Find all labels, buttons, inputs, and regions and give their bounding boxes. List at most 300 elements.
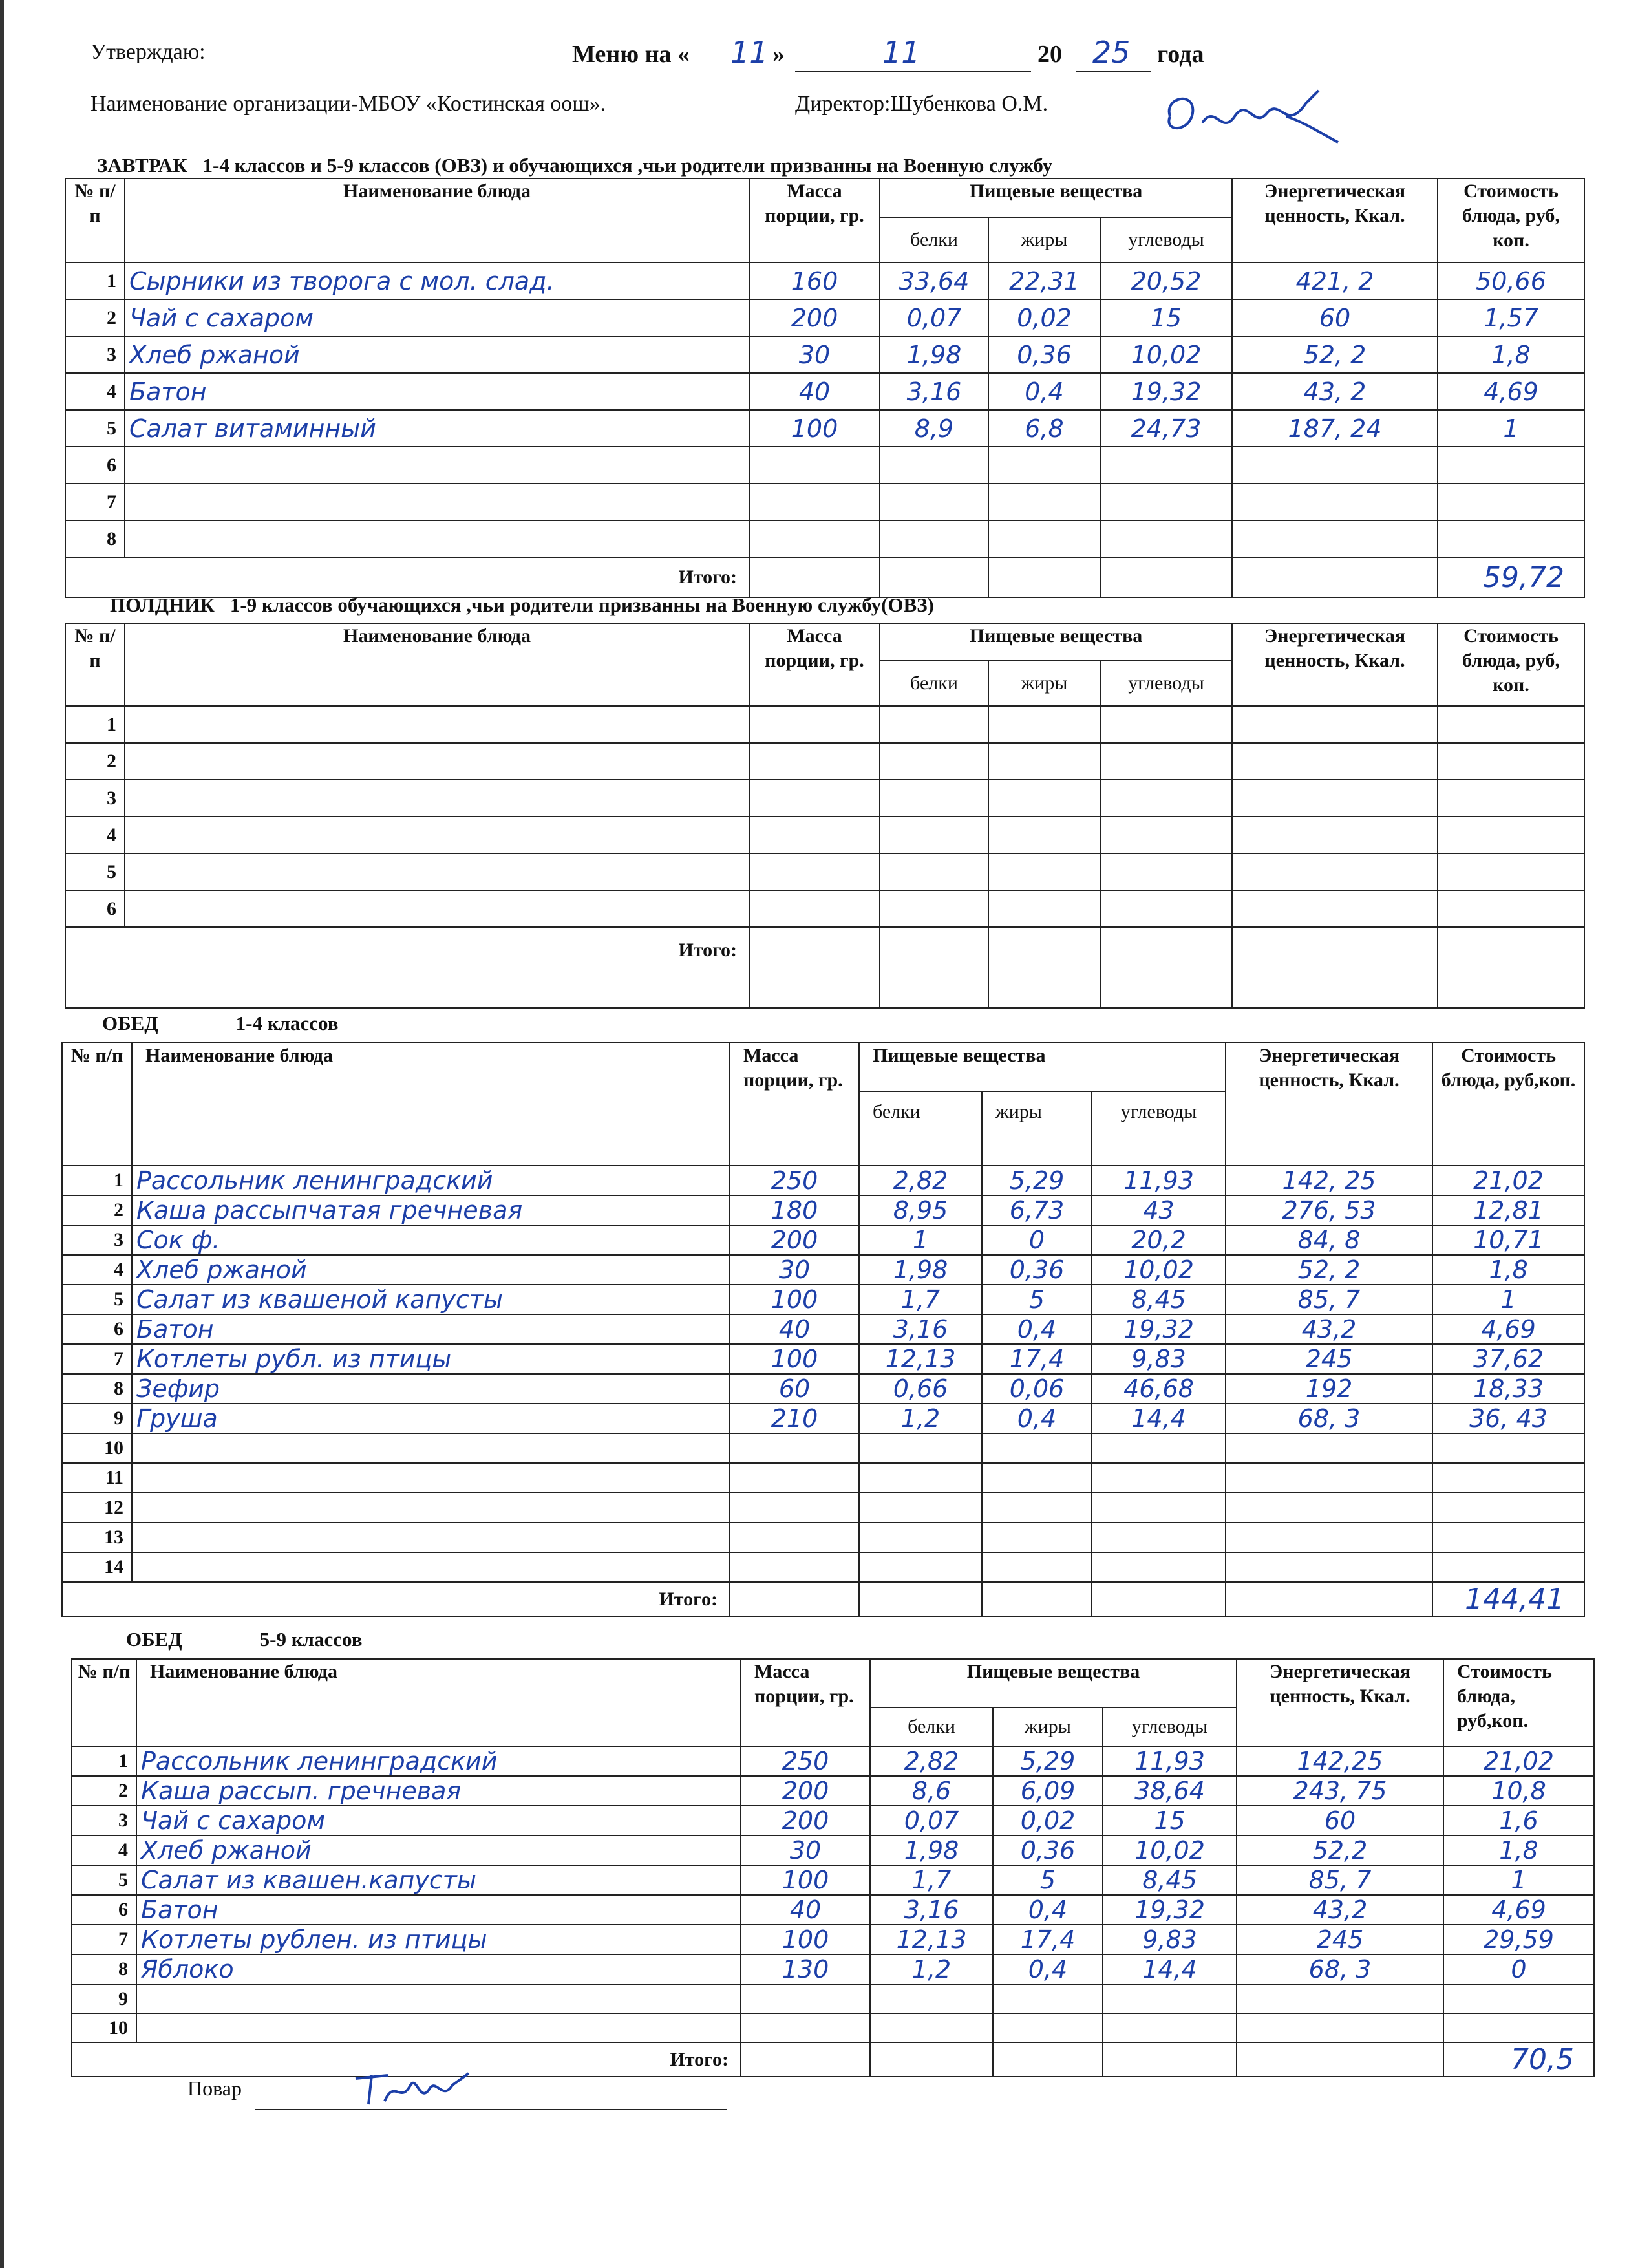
row-number: 8 — [72, 1954, 136, 1984]
col-mass: Масса порции, гр. — [741, 1659, 870, 1746]
cell-protein — [880, 743, 988, 780]
cell-fat: 6,09 — [993, 1776, 1103, 1806]
col-name: Наименование блюда — [125, 623, 749, 706]
cell-energy — [1226, 1552, 1432, 1582]
cell-carbs: 20,2 — [1092, 1225, 1226, 1255]
cell-name: Чай с сахаром — [136, 1806, 741, 1835]
cell-protein — [880, 447, 988, 484]
row-number: 1 — [65, 262, 125, 299]
cell-mass — [749, 743, 880, 780]
cell-fat: 17,4 — [993, 1925, 1103, 1954]
col-mass: Масса порции, гр. — [749, 178, 880, 262]
row-number: 5 — [72, 1865, 136, 1895]
cell-mass: 40 — [749, 373, 880, 410]
cell-fat — [988, 447, 1100, 484]
cell-cost: 1 — [1432, 1285, 1584, 1314]
row-number: 8 — [65, 520, 125, 557]
cell-carbs: 19,32 — [1103, 1895, 1237, 1925]
table-row — [62, 1344, 1584, 1374]
cell-name — [125, 853, 749, 890]
cell-cost — [1438, 817, 1584, 853]
cell-fat: 5 — [993, 1865, 1103, 1895]
col-energy: Энергетическая ценность, Ккал. — [1232, 178, 1438, 262]
cell-name — [132, 1433, 730, 1463]
cell-carbs: 19,32 — [1100, 373, 1232, 410]
cell-energy: 60 — [1237, 1806, 1443, 1835]
row-number: 7 — [72, 1925, 136, 1954]
cell-energy: 142, 25 — [1226, 1166, 1432, 1195]
cell-mass — [749, 890, 880, 927]
cell-fat: 0,4 — [982, 1314, 1092, 1344]
row-number: 1 — [62, 1166, 132, 1195]
cell-cost: 4,69 — [1443, 1895, 1594, 1925]
table-row — [65, 410, 1584, 447]
cell-energy: 84, 8 — [1226, 1225, 1432, 1255]
cell-energy: 85, 7 — [1237, 1865, 1443, 1895]
cell-mass: 200 — [741, 1806, 870, 1835]
cell-fat — [988, 706, 1100, 743]
cell-energy — [1232, 520, 1438, 557]
cell-carbs: 10,02 — [1092, 1255, 1226, 1285]
row-number: 9 — [62, 1404, 132, 1433]
col-energy: Энергетическая ценность, Ккал. — [1237, 1659, 1443, 1746]
table-row — [72, 1746, 1594, 1776]
cell-mass: 30 — [749, 336, 880, 373]
cell-energy — [1232, 484, 1438, 520]
col-cost: Стоимость блюда, руб, коп. — [1438, 178, 1584, 262]
col-nutrients: Пищевые вещества — [870, 1659, 1237, 1707]
row-number: 4 — [65, 817, 125, 853]
cell-cost — [1432, 1523, 1584, 1552]
row-number: 2 — [72, 1776, 136, 1806]
cell-mass: 40 — [741, 1895, 870, 1925]
row-number: 7 — [65, 484, 125, 520]
cell-fat: 5,29 — [993, 1746, 1103, 1776]
cell-protein: 8,9 — [880, 410, 988, 447]
breakfast-title: ЗАВТРАК — [97, 154, 187, 177]
cell-name: Котлеты рубл. из птицы — [132, 1344, 730, 1374]
cell-protein — [880, 817, 988, 853]
cell-name — [125, 780, 749, 817]
cell-fat — [988, 817, 1100, 853]
col-num: № п/п — [72, 1659, 136, 1746]
table-row — [72, 1984, 1594, 2013]
cell-fat — [988, 890, 1100, 927]
row-number: 3 — [62, 1225, 132, 1255]
cell-name — [125, 743, 749, 780]
cell-cost: 21,02 — [1443, 1746, 1594, 1776]
cell-name — [132, 1463, 730, 1493]
table-row — [62, 1255, 1584, 1285]
cell-cost — [1438, 780, 1584, 817]
row-number: 5 — [62, 1285, 132, 1314]
cell-energy: 142,25 — [1237, 1746, 1443, 1776]
cell-cost — [1443, 1984, 1594, 2013]
cell-mass — [730, 1463, 859, 1493]
col-mass: Масса порции, гр. — [749, 623, 880, 706]
cell-name: Рассольник ленинградский — [132, 1166, 730, 1195]
cell-name: Хлеб ржаной — [125, 336, 749, 373]
cell-cost: 1,6 — [1443, 1806, 1594, 1835]
cell-carbs — [1103, 2013, 1237, 2042]
table-row — [65, 853, 1584, 890]
cell-energy: 52,2 — [1237, 1835, 1443, 1865]
table-row — [62, 1433, 1584, 1463]
row-number: 3 — [65, 780, 125, 817]
cell-cost — [1438, 447, 1584, 484]
lunch14-table — [61, 1042, 1585, 1617]
menu-quote-close: » — [772, 41, 785, 68]
cell-carbs: 11,93 — [1092, 1166, 1226, 1195]
cell-name — [136, 2013, 741, 2042]
cell-energy: 421, 2 — [1232, 262, 1438, 299]
cell-carbs: 11,93 — [1103, 1746, 1237, 1776]
cell-name: Батон — [136, 1895, 741, 1925]
cell-carbs: 10,02 — [1100, 336, 1232, 373]
row-number: 9 — [72, 1984, 136, 2013]
year-suffix: 25 — [1092, 35, 1131, 70]
cell-fat: 22,31 — [988, 262, 1100, 299]
cell-carbs — [1092, 1493, 1226, 1523]
cell-energy: 52, 2 — [1226, 1255, 1432, 1285]
cell-energy: 68, 3 — [1226, 1404, 1432, 1433]
cell-cost — [1438, 853, 1584, 890]
lunch59-total-label: Итого: — [72, 2042, 741, 2077]
col-fat: жиры — [993, 1707, 1103, 1746]
cell-cost — [1432, 1433, 1584, 1463]
cell-energy — [1226, 1523, 1432, 1552]
cell-fat — [993, 1984, 1103, 2013]
cell-name: Груша — [132, 1404, 730, 1433]
cell-name: Зефир — [132, 1374, 730, 1404]
cell-protein — [859, 1493, 982, 1523]
cell-cost — [1438, 484, 1584, 520]
cell-cost — [1438, 520, 1584, 557]
cell-mass — [749, 853, 880, 890]
year-underline — [1076, 71, 1151, 72]
cell-carbs — [1100, 484, 1232, 520]
cell-protein — [859, 1433, 982, 1463]
row-number: 10 — [62, 1433, 132, 1463]
row-number: 7 — [62, 1344, 132, 1374]
col-cost: Стоимость блюда, руб,коп. — [1443, 1659, 1594, 1746]
col-fat: жиры — [982, 1091, 1092, 1166]
cell-mass: 250 — [730, 1166, 859, 1195]
cell-mass: 100 — [749, 410, 880, 447]
cell-energy — [1226, 1493, 1432, 1523]
lunch59-total-value: 70,5 — [1443, 2042, 1594, 2077]
cell-name — [132, 1552, 730, 1582]
cell-mass: 60 — [730, 1374, 859, 1404]
table-row — [72, 1865, 1594, 1895]
cell-name: Батон — [132, 1314, 730, 1344]
cell-mass: 200 — [730, 1225, 859, 1255]
cell-name: Чай с сахаром — [125, 299, 749, 336]
cell-name: Рассольник ленинградский — [136, 1746, 741, 1776]
cell-carbs — [1100, 780, 1232, 817]
cell-protein: 3,16 — [880, 373, 988, 410]
cell-carbs — [1092, 1433, 1226, 1463]
cell-mass: 180 — [730, 1195, 859, 1225]
table-row — [65, 890, 1584, 927]
col-nutrients: Пищевые вещества — [880, 623, 1232, 661]
table-row — [62, 1463, 1584, 1493]
col-nutrients: Пищевые вещества — [859, 1043, 1226, 1091]
cell-fat — [982, 1463, 1092, 1493]
col-fat: жиры — [988, 217, 1100, 262]
col-protein: белки — [859, 1091, 982, 1166]
cell-energy: 43, 2 — [1232, 373, 1438, 410]
cell-name: Салат из квашеной капусты — [132, 1285, 730, 1314]
table-row — [65, 520, 1584, 557]
cell-fat: 6,73 — [982, 1195, 1092, 1225]
cell-mass — [730, 1493, 859, 1523]
cell-carbs — [1092, 1463, 1226, 1493]
table-row — [62, 1166, 1584, 1195]
table-row — [62, 1552, 1584, 1582]
table-row — [72, 1895, 1594, 1925]
col-fat: жиры — [988, 661, 1100, 706]
table-row — [65, 484, 1584, 520]
cell-energy: 52, 2 — [1232, 336, 1438, 373]
row-number: 1 — [65, 706, 125, 743]
snack-subtitle: 1-9 классов обучающихся ,чьи родители призванны на Военную службу(ОВЗ) — [229, 594, 934, 616]
row-number: 12 — [62, 1493, 132, 1523]
cell-energy — [1232, 780, 1438, 817]
cell-mass: 130 — [741, 1954, 870, 1984]
cell-cost — [1432, 1463, 1584, 1493]
cell-mass: 100 — [741, 1865, 870, 1895]
cell-mass: 250 — [741, 1746, 870, 1776]
col-mass: Масса порции, гр. — [730, 1043, 859, 1166]
cell-carbs — [1100, 520, 1232, 557]
cell-cost: 10,8 — [1443, 1776, 1594, 1806]
cell-name: Сырники из творога с мол. слад. — [125, 262, 749, 299]
col-carbs: углеводы — [1092, 1091, 1226, 1166]
cell-cost: 1,57 — [1438, 299, 1584, 336]
cell-carbs — [1100, 706, 1232, 743]
cell-fat: 5,29 — [982, 1166, 1092, 1195]
col-protein: белки — [880, 661, 988, 706]
row-number: 2 — [65, 743, 125, 780]
lunch14-section-title — [102, 1012, 338, 1035]
cell-fat: 0,02 — [993, 1806, 1103, 1835]
cell-name — [125, 890, 749, 927]
table-row — [62, 1195, 1584, 1225]
cell-name: Яблоко — [136, 1954, 741, 1984]
col-carbs: углеводы — [1100, 217, 1232, 262]
cell-protein: 12,13 — [859, 1344, 982, 1374]
breakfast-total-label: Итого: — [65, 557, 749, 597]
cell-name: Салат из квашен.капусты — [136, 1865, 741, 1895]
approve-label: Утверждаю: — [90, 40, 206, 64]
cell-energy — [1226, 1463, 1432, 1493]
cell-fat: 0,06 — [982, 1374, 1092, 1404]
menu-month: 11 — [882, 35, 920, 70]
cell-name: Котлеты рублен. из птицы — [136, 1925, 741, 1954]
lunch59-title: ОБЕД — [126, 1628, 182, 1651]
cell-cost — [1443, 2013, 1594, 2042]
table-row — [65, 743, 1584, 780]
cell-carbs: 15 — [1100, 299, 1232, 336]
table-row — [72, 2013, 1594, 2042]
col-name: Наименование блюда — [125, 178, 749, 262]
cell-energy: 245 — [1226, 1344, 1432, 1374]
cell-carbs — [1100, 853, 1232, 890]
cell-carbs: 38,64 — [1103, 1776, 1237, 1806]
col-num: № п/п — [62, 1043, 132, 1166]
cell-name: Каша рассыпчатая гречневая — [132, 1195, 730, 1225]
cell-carbs — [1100, 447, 1232, 484]
cell-protein — [859, 1463, 982, 1493]
cell-cost: 1,8 — [1443, 1835, 1594, 1865]
row-number: 4 — [65, 373, 125, 410]
cell-mass — [749, 706, 880, 743]
table-row — [62, 1314, 1584, 1344]
cell-protein: 1,7 — [870, 1865, 993, 1895]
row-number: 14 — [62, 1552, 132, 1582]
year-word: года — [1157, 41, 1204, 68]
table-row — [62, 1493, 1584, 1523]
table-row — [62, 1225, 1584, 1255]
col-cost: Стоимость блюда, руб, коп. — [1438, 623, 1584, 706]
cell-cost: 37,62 — [1432, 1344, 1584, 1374]
cell-fat: 0,02 — [988, 299, 1100, 336]
cell-energy — [1232, 706, 1438, 743]
row-number: 3 — [65, 336, 125, 373]
cell-cost: 4,69 — [1432, 1314, 1584, 1344]
lunch14-subtitle: 1-4 классов — [235, 1012, 339, 1034]
col-name: Наименование блюда — [136, 1659, 741, 1746]
table-row — [65, 780, 1584, 817]
cell-carbs: 10,02 — [1103, 1835, 1237, 1865]
cell-name — [125, 447, 749, 484]
cell-cost: 4,69 — [1438, 373, 1584, 410]
cell-fat: 0,4 — [993, 1954, 1103, 1984]
cell-name — [132, 1523, 730, 1552]
table-row — [65, 373, 1584, 410]
cell-mass — [749, 817, 880, 853]
col-num: № п/п — [65, 178, 125, 262]
cell-protein: 8,95 — [859, 1195, 982, 1225]
cell-cost — [1438, 706, 1584, 743]
cell-fat: 0,4 — [982, 1404, 1092, 1433]
cell-carbs: 8,45 — [1092, 1285, 1226, 1314]
cell-fat — [988, 743, 1100, 780]
table-row — [62, 1404, 1584, 1433]
cell-fat: 0,36 — [982, 1255, 1092, 1285]
cell-fat — [988, 780, 1100, 817]
cell-carbs: 24,73 — [1100, 410, 1232, 447]
cell-energy — [1237, 1984, 1443, 2013]
col-nutrients: Пищевые вещества — [880, 178, 1232, 217]
cell-fat: 0,4 — [993, 1895, 1103, 1925]
row-number: 6 — [62, 1314, 132, 1344]
cell-energy: 243, 75 — [1237, 1776, 1443, 1806]
cell-carbs — [1100, 890, 1232, 927]
cell-energy — [1232, 743, 1438, 780]
cell-mass: 30 — [730, 1255, 859, 1285]
row-number: 6 — [72, 1895, 136, 1925]
cell-protein: 33,64 — [880, 262, 988, 299]
table-row — [62, 1523, 1584, 1552]
cell-name: Хлеб ржаной — [132, 1255, 730, 1285]
lunch59-section-title — [126, 1628, 362, 1651]
cook-label: Повар — [187, 2077, 242, 2100]
row-number: 11 — [62, 1463, 132, 1493]
cell-protein: 0,66 — [859, 1374, 982, 1404]
cell-energy: 68, 3 — [1237, 1954, 1443, 1984]
lunch59-subtitle: 5-9 классов — [259, 1628, 363, 1651]
breakfast-subtitle: 1-4 классов и 5-9 классов (ОВЗ) и обучающихся ,чьи родители призванны на Военную службу — [202, 154, 1053, 177]
cell-carbs: 20,52 — [1100, 262, 1232, 299]
cell-energy: 187, 24 — [1232, 410, 1438, 447]
row-number: 6 — [65, 447, 125, 484]
table-row — [62, 1285, 1584, 1314]
breakfast-table — [65, 178, 1585, 598]
cell-cost — [1438, 743, 1584, 780]
cell-energy — [1232, 853, 1438, 890]
scan-edge — [0, 0, 4, 2268]
cell-cost: 1 — [1443, 1865, 1594, 1895]
cell-cost: 1,8 — [1438, 336, 1584, 373]
cell-carbs — [1100, 817, 1232, 853]
col-carbs: углеводы — [1100, 661, 1232, 706]
cell-protein — [880, 890, 988, 927]
cell-name — [132, 1493, 730, 1523]
cell-fat: 6,8 — [988, 410, 1100, 447]
cell-carbs: 15 — [1103, 1806, 1237, 1835]
cell-mass: 160 — [749, 262, 880, 299]
table-row — [72, 1925, 1594, 1954]
cell-name — [125, 520, 749, 557]
snack-title: ПОЛДНИК — [110, 594, 215, 616]
cell-protein — [870, 2013, 993, 2042]
menu-day: 11 — [730, 35, 769, 70]
cell-mass: 100 — [730, 1344, 859, 1374]
cell-cost: 36, 43 — [1432, 1404, 1584, 1433]
table-row — [65, 262, 1584, 299]
cell-carbs — [1103, 1984, 1237, 2013]
col-name: Наименование блюда — [132, 1043, 730, 1166]
table-row — [62, 1374, 1584, 1404]
cell-fat — [988, 520, 1100, 557]
row-number: 3 — [72, 1806, 136, 1835]
cell-carbs — [1100, 743, 1232, 780]
row-number: 5 — [65, 853, 125, 890]
table-row — [65, 706, 1584, 743]
cell-energy — [1232, 447, 1438, 484]
cell-cost: 0 — [1443, 1954, 1594, 1984]
cell-carbs — [1092, 1552, 1226, 1582]
cell-mass — [730, 1552, 859, 1582]
cell-protein: 2,82 — [870, 1746, 993, 1776]
row-number: 4 — [72, 1835, 136, 1865]
director-name: Директор:Шубенкова О.М. — [795, 92, 1048, 116]
cell-protein: 8,6 — [870, 1776, 993, 1806]
cell-energy: 85, 7 — [1226, 1285, 1432, 1314]
cell-protein: 1,98 — [859, 1255, 982, 1285]
col-cost: Стоимость блюда, руб,коп. — [1432, 1043, 1584, 1166]
cell-protein: 3,16 — [870, 1895, 993, 1925]
col-protein: белки — [870, 1707, 993, 1746]
cell-protein: 12,13 — [870, 1925, 993, 1954]
row-number: 13 — [62, 1523, 132, 1552]
lunch59-table — [71, 1658, 1595, 2077]
cell-cost — [1432, 1552, 1584, 1582]
cell-fat — [988, 484, 1100, 520]
cell-mass — [730, 1523, 859, 1552]
